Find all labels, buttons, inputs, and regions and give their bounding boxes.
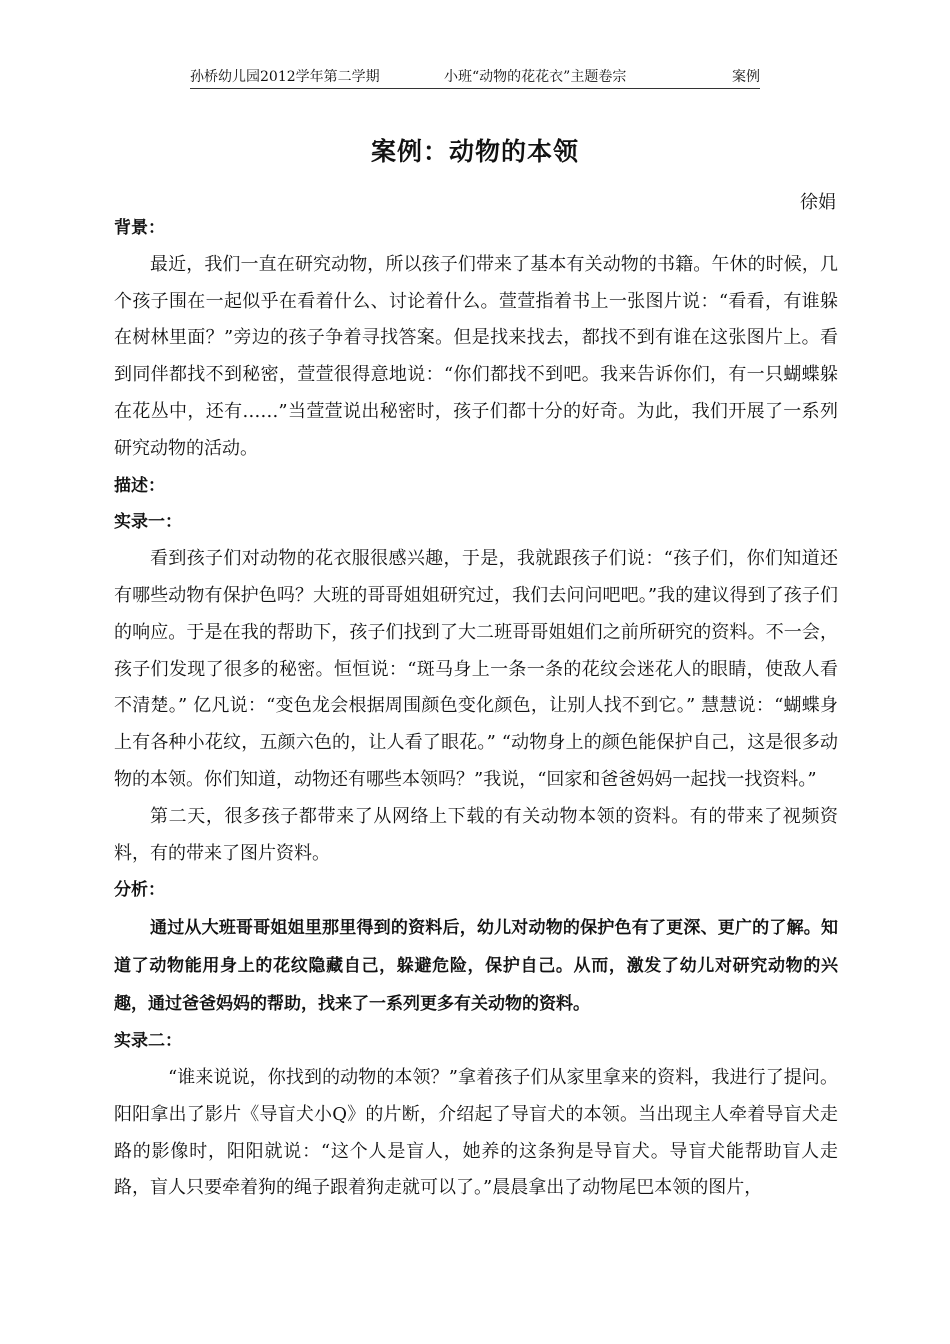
record-one-paragraph: 看到孩子们对动物的花衣服很感兴趣，于是，我就跟孩子们说：“孩子们，你们知道还有哪些动物有保护色吗？大班的哥哥姐姐研究过，我们去问问吧吧。”我的建议得到了孩子们的响应。于是在我的帮助下，孩子们找到了大二班哥哥姐姐们之前所研究的资料。不一会，孩子们发现了很多的秘密。恒恒说：“斑马身上一条一条的花纹会迷花人的眼睛，使敌人看不清楚。” 亿凡说：“变色龙会根据周围颜色变化颜色，让别人找不到它。” 慧慧说：“蝴蝶身上有各种小花纹，五颜六色的，让人看了眼花。” “动物身上的颜色能保护自己，这是很多动物的本领。你们知道，动物还有哪些本领吗？”我说，“回家和爸爸妈妈一起找一找资料。” <box>114 548 838 790</box>
record-one-paragraph-2: 第二天，很多孩子都带来了从网络上下载的有关动物本领的资料。有的带来了视频资料，有的带来了图片资料。 <box>114 805 838 864</box>
description-heading: 描述： <box>114 475 165 496</box>
author-name: 徐娟 <box>800 192 836 213</box>
analysis-heading: 分析： <box>114 880 165 901</box>
background-heading: 背景： <box>114 218 165 238</box>
record-two-paragraph: “谁来说说，你找到的动物的本领？”拿着孩子们从家里拿来的资料，我进行了提问。阳阳拿出了影片《导盲犬小Q》的片断，介绍起了导盲犬的本领。当出现主人牵着导盲犬走路的影像时，阳阳就说：“这个人是盲人，她养的这条狗是导盲犬。导盲犬能帮助盲人走路，盲人只要牵着狗的绳子跟着狗走就可以了。”晨晨拿出了动物尾巴本领的图片， <box>114 1066 838 1199</box>
header-theme: 小班“动物的花花衣”主题卷宗 <box>444 69 627 85</box>
header-doc-type: 案例 <box>732 69 760 85</box>
background-paragraph: 最近，我们一直在研究动物，所以孩子们带来了基本有关动物的书籍。午休的时候，几个孩子围在一起似乎在看着什么、讨论着什么。萱萱指着书上一张图片说：“看看，有谁躲在树林里面？”旁边的孩子争着寻找答案。但是找来找去，都找不到有谁在这张图片上。看到同伴都找不到秘密，萱萱很得意地说：“你们都找不到吧。我来告诉你们，有一只蝴蝶躲在花丛中，还有……”当萱萱说出秘密时，孩子们都十分的好奇。为此，我们开展了一系列研究动物的活动。 <box>114 253 838 459</box>
record-one-heading: 实录一： <box>114 512 182 533</box>
analysis-paragraph: 通过从大班哥哥姐姐里那里得到的资料后，幼儿对动物的保护色有了更深、更广的了解。知道了动物能用身上的花纹隐藏自己，躲避危险，保护自己。从而，激发了幼儿对研究动物的兴趣，通过爸爸妈妈的帮助，找来了一系列更多有关动物的资料。 <box>114 918 838 1015</box>
document-title: 案例：动物的本领 <box>370 137 579 166</box>
record-two-heading: 实录二： <box>114 1031 182 1052</box>
document-body <box>114 210 838 1207</box>
page-header <box>190 66 760 89</box>
header-school-term: 孙桥幼儿园2012学年第二学期 <box>190 69 380 85</box>
